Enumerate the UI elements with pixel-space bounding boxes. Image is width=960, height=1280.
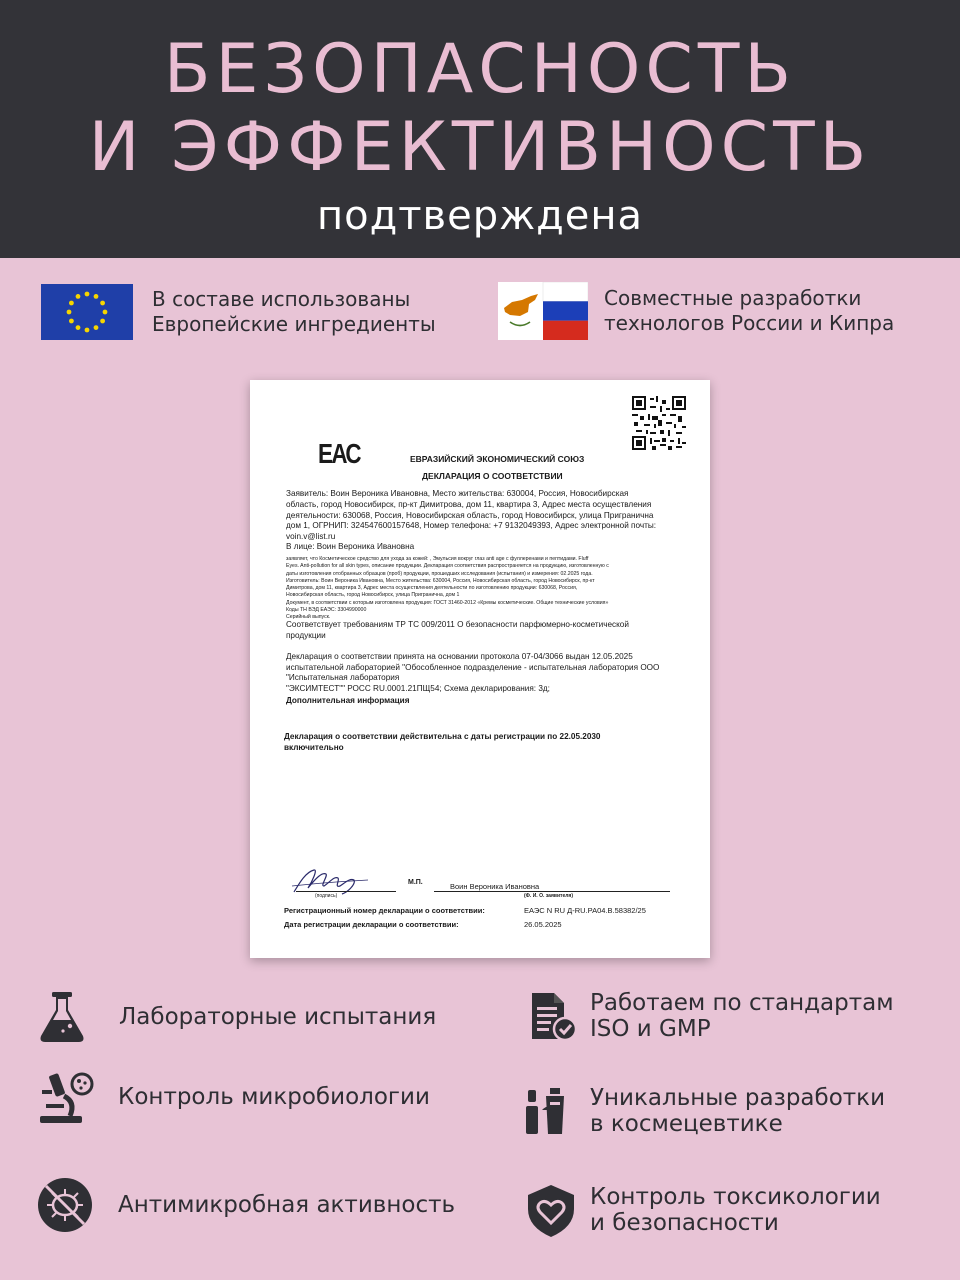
eu-ingredients-badge: [41, 284, 436, 340]
additional-info-heading: Дополнительная информация: [286, 696, 410, 705]
feature-toxicology: Контроль токсикологии и безопасности: [522, 1181, 881, 1239]
applicant-block: Заявитель: Воин Вероника Ивановна, Место жительства: 630004, Россия, Новосибирская область, город Новосибирск, пр-кт Димитрова, дом 11, квартира 3, Адрес места осуществления деятельности: 630068, Россия, Новосибирская область, город Новосибирск, улица Пригранична дом 1, ОГРНИП: 324547600157648, Номер телефона: +7 9132049393, Адрес электронной почты: voin.v@list.ru: [286, 489, 657, 542]
cyprus-russia-flags-icon: [498, 282, 588, 340]
signature-caption: (подпись): [315, 893, 338, 899]
microscope-icon: [36, 1068, 94, 1126]
fio-line: [434, 891, 670, 892]
flask-icon: [33, 988, 91, 1046]
fio-caption: (Ф. И. О. заявителя): [524, 893, 574, 899]
reg-date-value: 26.05.2025: [524, 920, 562, 929]
signature-line: [296, 891, 396, 892]
russia-cyprus-badge: [498, 282, 894, 340]
page-title-line1: БЕЗОПАСНОСТЬ: [163, 30, 797, 109]
requirements-block: Соответствует требованиям ТР ТС 009/2011 О безопасности парфюмерно-косметической продукции: [286, 620, 629, 640]
reg-number-value: ЕАЭС N RU Д-RU.PA04.B.58382/25: [524, 906, 646, 915]
cosmetics-icon: [522, 1082, 580, 1140]
russia-cyprus-badge-text: Совместные разработки технологов России и Кипра: [604, 286, 895, 335]
reg-number-label: Регистрационный номер декларации о соответствии:: [284, 906, 485, 915]
eu-badge-text: В составе использованы Европейские ингредиенты: [152, 287, 436, 336]
feature-microbiology: Контроль микробиологии: [36, 1068, 430, 1126]
signer-name: Воин Вероника Ивановна: [450, 882, 540, 891]
declaration-certificate: [250, 380, 710, 958]
page-title-line2: И ЭФФЕКТИВНОСТЬ: [88, 108, 872, 187]
feature-cosmeceutics: Уникальные разработки в космецевтике: [522, 1082, 885, 1140]
feature-antimicrobial: Антимикробная активность: [36, 1176, 455, 1234]
stamp-mark-label: М.П.: [408, 879, 423, 886]
declares-block: заявляет, что Косметическое средство для ухода за кожей: , Эмульсия вокруг глаз anti age с фуллеренами и пептидами. Fluff Eyes. Anti-pollution for all skin types, описание продукции. Декларация соответствия распространяется на продукцию, изготовленную с даты изготовления отобранных образцов (проб) продукции, прошедших исследования (испытания) и измерения: 02.2025 года. Изготовитель: Воин Вероника Ивановна, Место жительства: 630004, Россия, Новосибирская область, город Новосибирск, пр-кт Димитрова, дом 11, квартира 3, Адрес места осуществления деятельности по изготовлению продукции: 630068, Россия, Новосибирская область, город Новосибирск, улица Пригранична, дом 1 Документ, в соответствии с которым изготовлена продукция: ГОСТ 31460-2012 «Кремы косметические. Общие технические условия» Коды ТН ВЭД ЕАЭС: 3304990000 Серийный выпуск.: [286, 556, 609, 621]
feature-iso-gmp: Работаем по стандартам ISO и GMP: [522, 987, 894, 1045]
in-person-line: В лице: Воин Вероника Ивановна: [286, 542, 415, 551]
antimicrobial-icon: [36, 1176, 94, 1234]
page-subtitle: подтверждена: [316, 193, 644, 239]
shield-heart-icon: [522, 1181, 580, 1239]
feature-lab-testing: Лабораторные испытания: [33, 988, 436, 1046]
eu-flag-icon: [41, 284, 133, 340]
validity-block: Декларация о соответствии действительна с даты регистрации по 22.05.2030 включительно: [284, 732, 601, 752]
union-name: ЕВРАЗИЙСКИЙ ЭКОНОМИЧЕСКИЙ СОЮЗ: [410, 454, 585, 464]
eac-logo: ЕАС: [318, 438, 360, 469]
document-check-icon: [522, 987, 580, 1045]
declaration-title: ДЕКЛАРАЦИЯ О СООТВЕТСТВИИ: [422, 471, 563, 481]
reg-date-label: Дата регистрации декларации о соответствии:: [284, 920, 459, 929]
protocol-block: Декларация о соответствии принята на основании протокола 07-04/3066 выдан 12.05.2025 испытательной лабораторией "Обособленное подразделение - испытательная лаборатория ООО "Испытательная лаборатория "ЭКСИМТЕСТ"" РОСС RU.0001.21ПЩ54; Схема декларирования: 3д;: [286, 652, 660, 693]
header-banner: [0, 0, 960, 258]
qr-code-icon: [632, 396, 686, 450]
